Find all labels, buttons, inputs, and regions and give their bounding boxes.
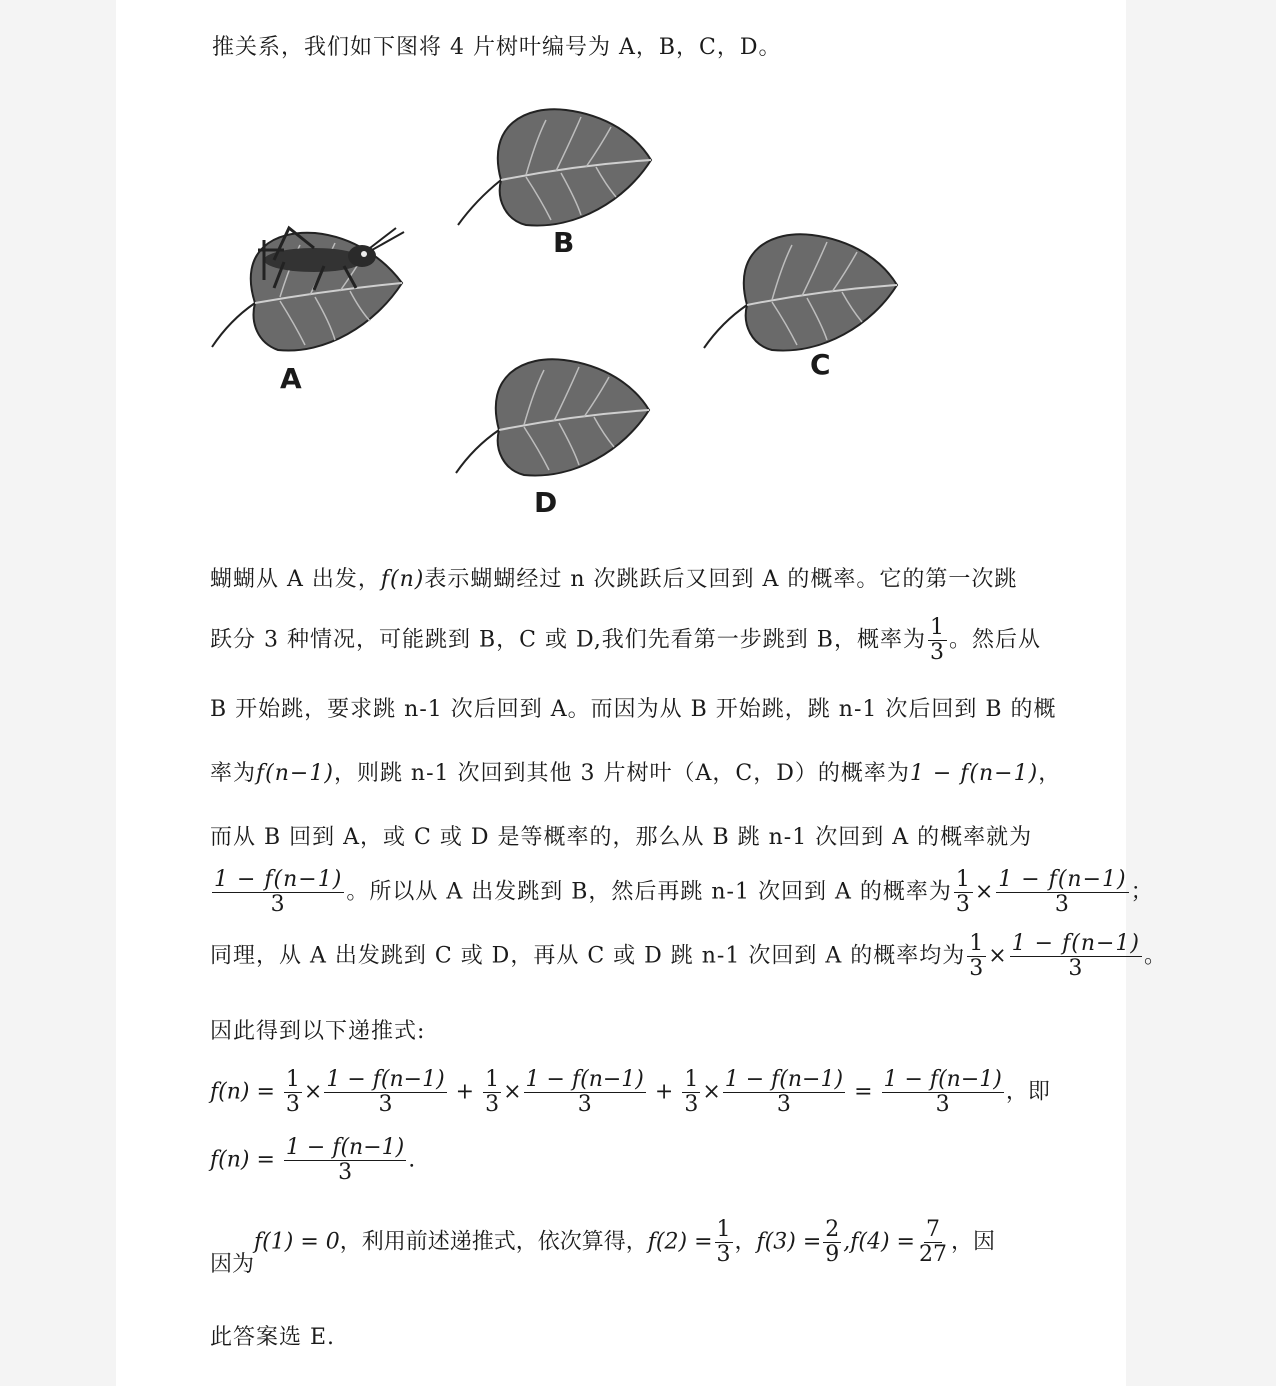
eq-lhs: f(n) = bbox=[210, 1147, 275, 1173]
para-line-5: 而从 B 回到 A，或 C 或 D 是等概率的，那么从 B 跳 n-1 次回到 A 的概率就为 bbox=[210, 825, 1033, 850]
fraction-numerator: 1 − f(n−1) bbox=[883, 1067, 1002, 1092]
equals-sign: = bbox=[854, 1079, 873, 1105]
fraction-numerator: 1 − f(n−1) bbox=[326, 1067, 445, 1092]
text-segment: 同理，从 A 出发跳到 C 或 D，再从 C 或 D 跳 n-1 次回到 A 的概率均为 bbox=[210, 943, 966, 969]
leaf-d-label: D bbox=[534, 486, 558, 519]
text-segment: 蝴蝴从 A 出发， bbox=[210, 567, 381, 592]
text-segment: 跃分 3 种情况，可能跳到 B，C 或 D,我们先看第一步跳到 B，概率为 bbox=[210, 627, 926, 653]
fraction-denominator: 3 bbox=[955, 892, 971, 918]
text-segment: ，利用前述递推式，依次算得， bbox=[339, 1229, 648, 1255]
leaf-a-label: A bbox=[280, 362, 302, 395]
fraction-numerator: 1 − f(n−1) bbox=[998, 867, 1127, 892]
formula-f-n-1: f(n−1) bbox=[256, 761, 334, 786]
times-sign: × bbox=[503, 1079, 522, 1105]
text-segment: ，则跳 n-1 次回到其他 3 片树叶（A，C，D）的概率为 bbox=[333, 761, 910, 786]
text-segment: ，因 bbox=[950, 1229, 995, 1255]
formula-fn: f(n) bbox=[380, 567, 425, 592]
fraction-denominator: 9 bbox=[825, 1242, 840, 1268]
text-segment: . bbox=[408, 1147, 416, 1173]
fraction-recurrence bbox=[882, 1068, 1004, 1117]
fraction-numerator: 1 bbox=[485, 1067, 500, 1092]
para-line-7 bbox=[210, 932, 1167, 981]
answer-line: 此答案选 E. bbox=[210, 1325, 336, 1350]
document-page bbox=[116, 0, 1168, 1386]
fraction-recurrence bbox=[524, 1068, 646, 1117]
fraction-recurrence bbox=[212, 868, 344, 917]
times-sign: × bbox=[702, 1079, 721, 1105]
formula-f3: f(3) = bbox=[756, 1229, 822, 1255]
fraction-denominator: 3 bbox=[285, 1092, 300, 1118]
text-segment: 。所以从 A 出发跳到 B，然后再跳 n-1 次回到 A 的概率为 bbox=[346, 879, 952, 905]
intro-line: 推关系，我们如下图将 4 片树叶编号为 A，B，C，D。 bbox=[212, 35, 782, 60]
formula-1-minus-f: 1 − f(n−1) bbox=[909, 761, 1039, 786]
fraction-one-third bbox=[483, 1068, 501, 1117]
para-line-3: B 开始跳，要求跳 n-1 次后回到 A。而因为从 B 开始跳，跳 n-1 次后回到 B 的概 bbox=[210, 697, 1057, 722]
fraction-denominator: 3 bbox=[1054, 892, 1070, 918]
fraction-denominator: 3 bbox=[684, 1092, 699, 1118]
fraction-denominator: 3 bbox=[929, 640, 945, 666]
para-line-2 bbox=[210, 616, 1041, 665]
para-line-8: 因此得到以下递推式: bbox=[210, 1019, 426, 1044]
fraction-numerator: 1 − f(n−1) bbox=[724, 1067, 844, 1092]
leaf-c-image bbox=[702, 230, 902, 355]
fraction-one-third bbox=[967, 932, 986, 981]
fraction-denominator: 3 bbox=[378, 1092, 393, 1118]
grasshopper-image bbox=[244, 220, 414, 300]
fraction-denominator: 3 bbox=[1068, 956, 1084, 982]
fraction-recurrence bbox=[996, 868, 1128, 917]
fraction-numerator: 1 − f(n−1) bbox=[525, 1067, 644, 1092]
fraction-f4-value bbox=[917, 1218, 949, 1267]
text-segment: 因为 bbox=[210, 1251, 255, 1277]
para-line-6 bbox=[210, 868, 1154, 917]
fraction-numerator: 1 bbox=[285, 1067, 300, 1092]
leaf-c-label: C bbox=[810, 348, 831, 381]
para-line-1 bbox=[210, 562, 1017, 593]
fraction-numerator: 1 bbox=[716, 1217, 731, 1242]
fraction-numerator: 1 bbox=[955, 867, 971, 892]
text-segment: 。 bbox=[1144, 943, 1168, 969]
leaf-b-label: B bbox=[553, 226, 575, 259]
fraction-numerator: 1 − f(n−1) bbox=[1011, 931, 1140, 956]
fraction-f3-value bbox=[823, 1218, 841, 1267]
fraction-numerator: 1 bbox=[684, 1067, 699, 1092]
times-sign: × bbox=[988, 943, 1008, 969]
plus-sign: + bbox=[654, 1079, 674, 1105]
fraction-recurrence bbox=[284, 1136, 406, 1185]
fraction-denominator: 3 bbox=[935, 1092, 950, 1118]
recurrence-equation-short bbox=[210, 1136, 415, 1185]
fraction-recurrence bbox=[723, 1068, 845, 1117]
values-line bbox=[210, 1217, 995, 1277]
fraction-recurrence bbox=[1010, 932, 1142, 981]
leaf-d-image bbox=[454, 355, 654, 480]
text-segment: 表示蝴蝴经过 n 次跳跃后又回到 A 的概率。它的第一次跳 bbox=[424, 567, 1018, 592]
fraction-denominator: 3 bbox=[969, 956, 985, 982]
fraction-denominator: 3 bbox=[270, 892, 286, 918]
fraction-numerator: 1 bbox=[929, 615, 945, 640]
formula-f1: f(1) = 0 bbox=[254, 1229, 340, 1255]
fraction-denominator: 3 bbox=[716, 1242, 731, 1268]
plus-sign: + bbox=[455, 1079, 475, 1105]
fraction-denominator: 3 bbox=[485, 1092, 500, 1118]
fraction-denominator: 3 bbox=[776, 1092, 791, 1118]
para-line-4 bbox=[210, 756, 1061, 787]
text-segment: ，即 bbox=[1005, 1079, 1050, 1105]
fraction-numerator: 7 bbox=[925, 1217, 940, 1242]
fraction-denominator: 3 bbox=[577, 1092, 592, 1118]
fraction-one-third bbox=[284, 1068, 302, 1117]
fraction-one-third bbox=[682, 1068, 700, 1117]
times-sign: × bbox=[303, 1079, 323, 1105]
text-segment: 率为 bbox=[210, 761, 257, 786]
fraction-recurrence bbox=[324, 1068, 446, 1117]
eq-lhs: f(n) = bbox=[210, 1079, 275, 1105]
text-segment: ， bbox=[1038, 761, 1062, 786]
formula-f2: f(2) = bbox=[647, 1229, 713, 1255]
fraction-numerator: 2 bbox=[825, 1217, 840, 1242]
fraction-numerator: 1 − f(n−1) bbox=[214, 867, 343, 892]
text-segment: ； bbox=[1130, 879, 1154, 905]
times-sign: × bbox=[974, 879, 995, 905]
fraction-denominator: 27 bbox=[918, 1242, 947, 1268]
fraction-one-third bbox=[928, 616, 947, 665]
formula-f4: ,f(4) = bbox=[843, 1229, 915, 1255]
recurrence-equation-full bbox=[210, 1068, 1050, 1117]
leaf-b-image bbox=[456, 105, 656, 230]
fraction-denominator: 3 bbox=[338, 1160, 353, 1186]
fraction-numerator: 1 bbox=[969, 931, 985, 956]
fraction-one-third bbox=[954, 868, 973, 917]
fraction-f2-value bbox=[715, 1218, 733, 1267]
fraction-numerator: 1 − f(n−1) bbox=[285, 1135, 405, 1160]
text-segment: ， bbox=[734, 1229, 757, 1255]
text-segment: 。然后从 bbox=[948, 627, 1041, 653]
